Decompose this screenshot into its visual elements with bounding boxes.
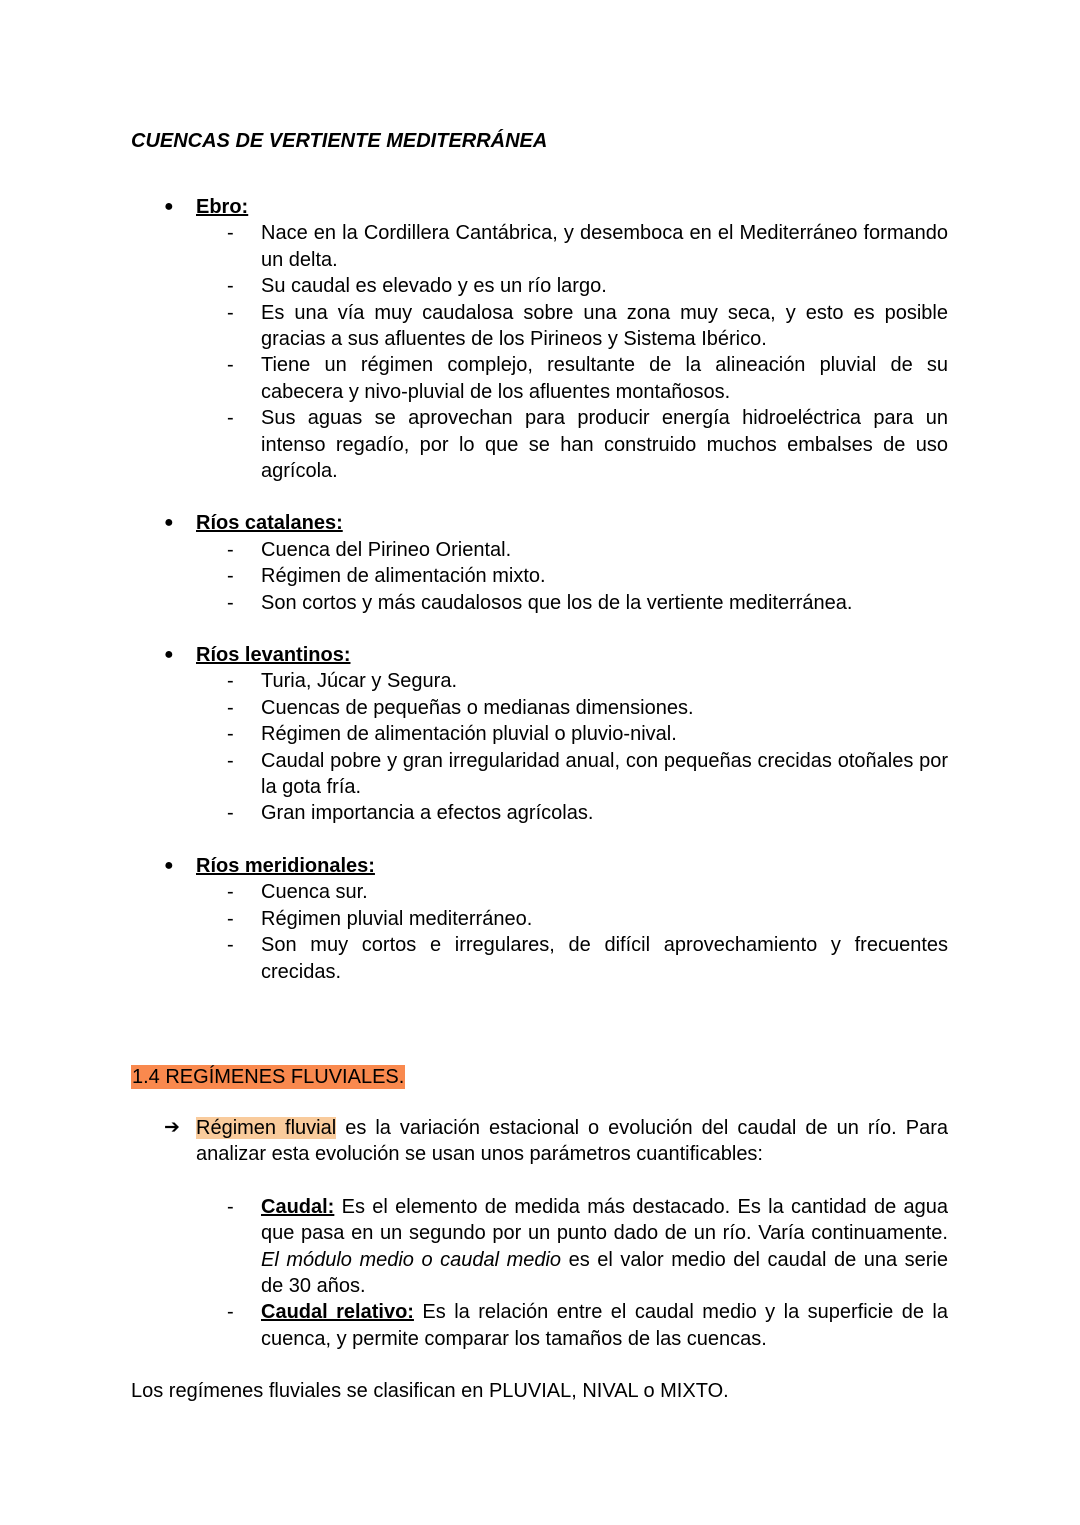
bullet-icon: ● [164, 514, 174, 532]
list-item [131, 563, 948, 589]
list-item [131, 220, 948, 273]
intro-text: es la variación estacional o evolución del caudal de un río. Para analizar esta evolución se usan unos parámetros cuantificables: [196, 1116, 948, 1166]
bullet-icon: ● [164, 646, 174, 664]
dash-icon: - [227, 670, 234, 693]
list-item [131, 405, 948, 484]
closing-paragraph: Los regímenes fluviales se clasifican en PLUVIAL, NIVAL o MIXTO. [131, 1380, 729, 1403]
dash-icon: - [227, 565, 234, 588]
dash-icon: - [227, 749, 234, 772]
dash-list [131, 220, 948, 484]
dash-icon: - [227, 301, 234, 324]
dash-icon: - [227, 881, 234, 904]
dash-icon: - [227, 538, 234, 561]
list-item-text: Sus aguas se aprovechan para producir energía hidroeléctrica para un intenso regadío, por lo que se han construido muchos embalses de uso agrícola. [261, 407, 948, 483]
section-heading: Ríos levantinos: [196, 644, 351, 667]
section-heading: Ríos meridionales: [196, 854, 375, 877]
list-item-text: Régimen de alimentación mixto. [261, 565, 546, 588]
dash-icon: - [227, 407, 234, 430]
parameter-text: Es el elemento de medida más destacado. Es la cantidad de agua que pasa en un segundo por un punto dado de un río. Varía continuamente. [261, 1195, 948, 1245]
list-item-text: Régimen pluvial mediterráneo. [261, 907, 533, 930]
list-item [131, 906, 948, 932]
list-item-text: Cuenca sur. [261, 881, 368, 904]
parameter-text: es el valor medio del caudal de una serie de 30 años. [261, 1248, 948, 1297]
document-page [131, 128, 948, 1405]
section-rios-catalanes [131, 510, 948, 616]
bullet-icon: ● [164, 198, 174, 215]
list-item [131, 537, 948, 563]
list-item-text: Su caudal es elevado y es un río largo. [261, 275, 607, 298]
bullet-line [131, 642, 948, 668]
list-item-text: Cuencas de pequeñas o medianas dimensiones. [261, 696, 694, 719]
list-item-text: Son cortos y más caudalosos que los de la vertiente mediterránea. [261, 591, 853, 614]
parameter-term: Caudal: [261, 1195, 335, 1218]
dash-icon: - [227, 696, 234, 719]
list-item [131, 590, 948, 616]
dash-list [131, 668, 948, 826]
intro-paragraph [131, 1115, 948, 1168]
dash-icon: - [227, 1195, 234, 1218]
highlighted-term: Régimen fluvial [196, 1116, 337, 1139]
list-item [131, 721, 948, 747]
list-item-text: Tiene un régimen complejo, resultante de la alineación pluvial de su cabecera y nivo-pluvial de los afluentes montañosos. [261, 354, 948, 403]
list-item [131, 748, 948, 801]
list-item-text: Son muy cortos e irregulares, de difícil aprovechamiento y frecuentes crecidas. [261, 934, 948, 983]
dash-icon: - [227, 1301, 234, 1324]
list-item [131, 300, 948, 353]
list-item [131, 695, 948, 721]
list-item-text: Gran importancia a efectos agrícolas. [261, 802, 594, 825]
bullet-line [131, 853, 948, 879]
list-item [131, 932, 948, 985]
list-item-text: Caudal pobre y gran irregularidad anual, con pequeñas crecidas otoñales por la gota fría. [261, 749, 948, 799]
dash-icon: - [227, 591, 234, 614]
list-item-text: Es una vía muy caudalosa sobre una zona muy seca, y esto es posible gracias a sus afluentes de los Pirineos y Sistema Ibérico. [261, 301, 948, 351]
bullet-line [131, 194, 948, 220]
list-item [131, 352, 948, 405]
list-item-text: Nace en la Cordillera Cantábrica, y desemboca en el Mediterráneo formando un delta. [261, 222, 948, 271]
parameter-italic-text: El módulo medio o caudal medio [261, 1248, 562, 1271]
list-item [131, 800, 948, 826]
parameter-term: Caudal relativo: [261, 1301, 414, 1324]
section-title: 1.4 REGÍMENES FLUVIALES. [132, 1065, 405, 1088]
page-title: CUENCAS DE VERTIENTE MEDITERRÁNEA [131, 130, 548, 152]
section-rios-meridionales [131, 853, 948, 985]
dash-icon: - [227, 222, 234, 245]
section-heading: Ríos catalanes: [196, 512, 343, 535]
parameters-list [131, 1194, 948, 1352]
bullet-line [131, 510, 948, 536]
list-item [131, 273, 948, 299]
arrow-right-icon: ➔ [164, 1116, 180, 1138]
list-item [131, 879, 948, 905]
dash-icon: - [227, 354, 234, 377]
parameter-text: Es la relación entre el caudal medio y la superficie de la cuenca, y permite comparar los tamaños de las cuencas. [261, 1301, 948, 1350]
dash-icon: - [227, 723, 234, 746]
dash-list [131, 879, 948, 985]
regimenes-section [131, 1065, 948, 1405]
dash-icon: - [227, 275, 234, 298]
dash-list [131, 537, 948, 616]
section-heading: Ebro: [196, 196, 249, 218]
dash-icon: - [227, 802, 234, 825]
list-item-text: Régimen de alimentación pluvial o pluvio-nival. [261, 723, 677, 746]
dash-icon: - [227, 907, 234, 930]
section-rios-levantinos [131, 642, 948, 827]
section-ebro [131, 194, 948, 484]
list-item-text: Turia, Júcar y Segura. [261, 670, 458, 693]
dash-icon: - [227, 934, 234, 957]
parameter-caudal-relativo [131, 1299, 948, 1352]
parameter-caudal [131, 1194, 948, 1300]
list-item [131, 668, 948, 694]
bullet-icon: ● [164, 856, 174, 874]
list-item-text: Cuenca del Pirineo Oriental. [261, 538, 512, 561]
